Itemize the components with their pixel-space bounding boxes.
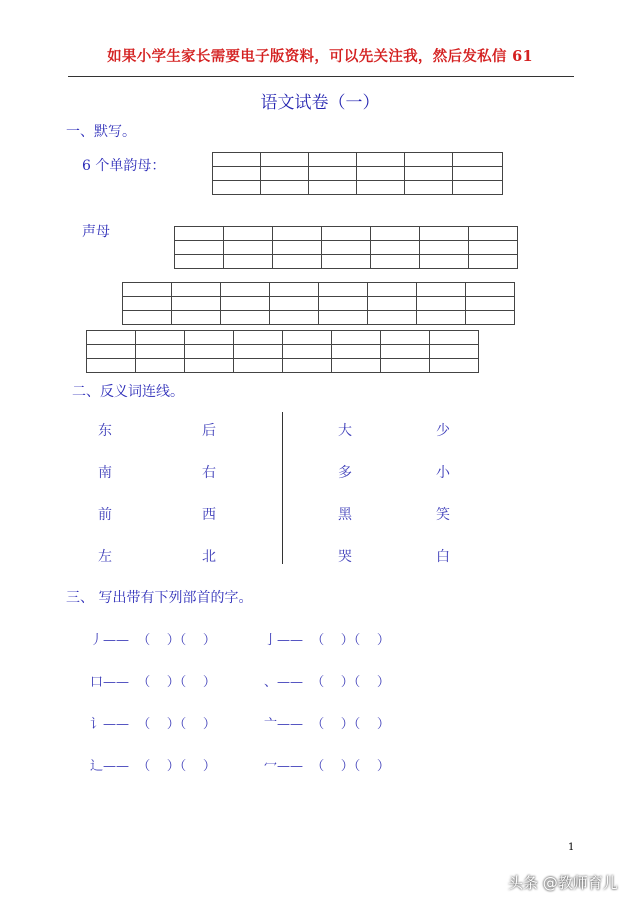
initials-writing-grid-2 bbox=[122, 282, 515, 325]
radical-exercise: 口—— （ ）（ ） bbox=[90, 675, 216, 690]
antonym-word: 南 bbox=[98, 465, 112, 481]
radical-exercise: 冖—— （ ）（ ） bbox=[264, 759, 390, 774]
header-divider bbox=[68, 76, 574, 77]
antonym-word: 前 bbox=[98, 507, 112, 523]
radical-exercise: 辶—— （ ）（ ） bbox=[90, 759, 216, 774]
antonym-word: 多 bbox=[338, 465, 352, 481]
page-title: 语文试卷（一） bbox=[260, 93, 380, 113]
antonym-word: 右 bbox=[202, 465, 216, 481]
section1-heading: 一、默写。 bbox=[66, 124, 136, 140]
antonym-word: 北 bbox=[202, 549, 216, 565]
initials-label: 声母 bbox=[82, 224, 110, 240]
section3-heading: 三、 写出带有下列部首的字。 bbox=[66, 590, 253, 606]
watermark: 头条 @教师育儿 bbox=[508, 874, 618, 892]
antonym-word: 笑 bbox=[436, 507, 450, 523]
header-note: 如果小学生家长需要电子版资料，可以先关注我，然后发私信 61 bbox=[107, 48, 533, 65]
antonym-word: 大 bbox=[338, 423, 352, 439]
antonym-word: 哭 bbox=[338, 549, 352, 565]
vowels-label: 6 个单韵母： bbox=[82, 158, 166, 174]
antonym-word: 黑 bbox=[338, 507, 352, 523]
radical-exercise: 、—— （ ）（ ） bbox=[264, 675, 390, 690]
antonym-word: 少 bbox=[436, 423, 450, 439]
initials-writing-grid-1 bbox=[174, 226, 518, 269]
antonym-word: 东 bbox=[98, 423, 112, 439]
antonym-word: 白 bbox=[436, 549, 450, 565]
antonym-word: 左 bbox=[98, 549, 112, 565]
page-number: 1 bbox=[568, 842, 575, 853]
column-divider bbox=[282, 412, 283, 564]
radical-exercise: 丿—— （ ）（ ） bbox=[90, 633, 216, 648]
antonym-word: 后 bbox=[202, 423, 216, 439]
radical-exercise: 亠—— （ ）（ ） bbox=[264, 717, 390, 732]
initials-writing-grid-3 bbox=[86, 330, 479, 373]
antonym-word: 小 bbox=[436, 465, 450, 481]
radical-exercise: 亅—— （ ）（ ） bbox=[264, 633, 390, 648]
antonym-word: 西 bbox=[202, 507, 216, 523]
vowels-writing-grid bbox=[212, 152, 503, 195]
section2-heading: 二、反义词连线。 bbox=[72, 384, 184, 400]
radical-exercise: 讠—— （ ）（ ） bbox=[90, 717, 216, 732]
